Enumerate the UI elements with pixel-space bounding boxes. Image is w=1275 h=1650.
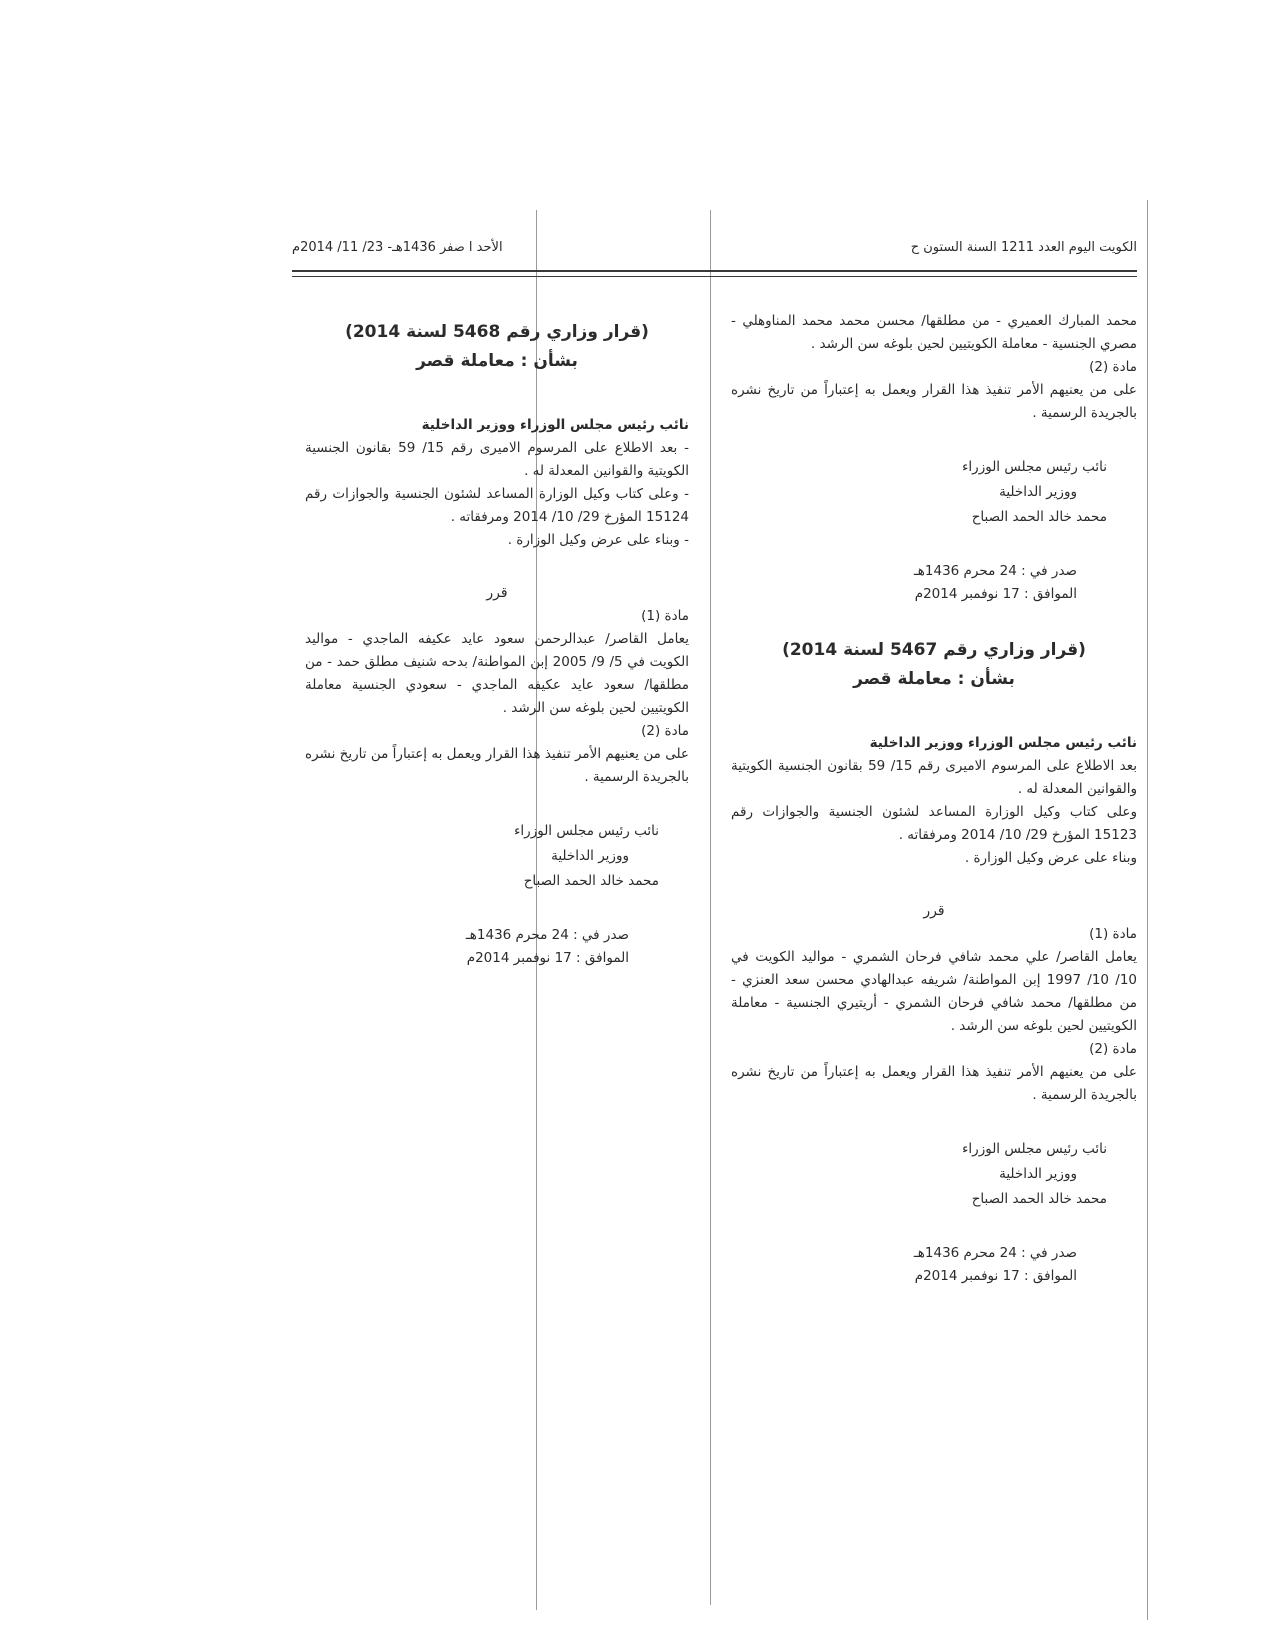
decision-5468-preamble-1: - بعد الاطلاع على المرسوم الاميرى رقم 15/ 59 بقانون الجنسية الكويتية والقوانين المعدلة له . xyxy=(305,440,690,479)
decision-5467-title: (قرار وزاري رقم 5467 لسنة 2014) xyxy=(782,640,1086,660)
issued-date: صدر في : 24 محرم 1436هـ xyxy=(913,563,1077,579)
decision-5467-preamble-3: وبناء على عرض وكيل الوزارة . xyxy=(964,850,1137,866)
decision-5467-preamble-1: بعد الاطلاع على المرسوم الاميرى رقم 15/ 59 بقانون الجنسية الكويتية والقوانين المعدلة له . xyxy=(731,758,1137,797)
decision-5467-preamble-2: وعلى كتاب وكيل الوزارة المساعد لشئون الجنسية والجوازات رقم 15123 المؤرخ 29/ 10/ 2014 ومرفقاته . xyxy=(731,804,1137,843)
signature-title: نائب رئيس مجلس الوزراء xyxy=(962,459,1107,475)
header-date: الأحد ا صفر 1436هـ- 23/ 11/ 2014م xyxy=(292,240,503,255)
decision-5467-corresponding-date: الموافق : 17 نوفمبر 2014م xyxy=(914,1268,1077,1284)
decision-5468-preamble-2: - وعلى كتاب وكيل الوزارة المساعد لشئون الجنسية والجوازات رقم 15124 المؤرخ 29/ 10/ 2014 ومرفقاته . xyxy=(305,486,689,525)
continuation-text: محمد المبارك العميري - من مطلقها/ محسن محمد محمد المناوهلي - مصري الجنسية - معاملة الكويتيين لحين بلوغه سن الرشد . xyxy=(731,313,1137,352)
column-divider xyxy=(710,210,711,1605)
decision-5468-signature-title: نائب رئيس مجلس الوزراء xyxy=(514,823,659,839)
decision-5467-issuer: نائب رئيس مجلس الوزراء ووزير الداخلية xyxy=(869,735,1137,751)
decision-5467-issued-date: صدر في : 24 محرم 1436هـ xyxy=(913,1245,1077,1261)
signature-name: محمد خالد الحمد الصباح xyxy=(971,509,1107,525)
decision-5467-decided: قرر xyxy=(923,903,945,919)
decision-5467-signature-ministry: ووزير الداخلية xyxy=(999,1166,1077,1182)
decision-5468-signature-ministry: ووزير الداخلية xyxy=(551,848,629,864)
article-2-text: على من يعنيهم الأمر تنفيذ هذا القرار ويعمل به إعتباراً من تاريخ نشره بالجريدة الرسمية . xyxy=(731,382,1137,421)
decision-5468-preamble-3: - وبناء على عرض وكيل الوزارة . xyxy=(507,532,689,548)
header-rule xyxy=(292,270,1137,272)
decision-5468-article-1-text: يعامل القاصر/ عبدالرحمن سعود عايد عكيفه الماجدي - مواليد الكويت في 5/ 9/ 2005 إبن المواطنة/ بدحه شنيف مطلق حمد - من مطلقها/ سعود عايد عكيفه الماجدي - سعودي الجنسية معاملة الكويتيين لحين بلوغه سن الرشد . xyxy=(305,631,689,716)
corresponding-date: الموافق : 17 نوفمبر 2014م xyxy=(914,586,1077,602)
page-header xyxy=(292,236,1137,262)
decision-5468-issuer: نائب رئيس مجلس الوزراء ووزير الداخلية xyxy=(421,417,689,433)
decision-5468-title: (قرار وزاري رقم 5468 لسنة 2014) xyxy=(345,322,649,342)
decision-5467-article-1-text: يعامل القاصر/ علي محمد شافي فرحان الشمري - مواليد الكويت في 10/ 10/ 1997 إبن المواطنة/ شريفه عبدالهادي محسن سعد العنزي - من مطلقها/ محمد شافي فرحان الشمري - أريتيري الجنسية - معاملة الكويتيين لحين بلوغه سن الرشد . xyxy=(731,949,1137,1034)
right-column xyxy=(731,310,1137,1288)
decision-5468-article-1-label: مادة (1) xyxy=(641,608,689,624)
header-publication: الكويت اليوم العدد 1211 السنة الستون ح xyxy=(910,240,1137,255)
decision-5467-article-2-label: مادة (2) xyxy=(1089,1041,1137,1057)
decision-5468-article-2-label: مادة (2) xyxy=(641,723,689,739)
decision-5467-subject: بشأن : معاملة قصر xyxy=(853,669,1015,689)
decision-5467-article-2-text: على من يعنيهم الأمر تنفيذ هذا القرار ويعمل به إعتباراً من تاريخ نشره بالجريدة الرسمية . xyxy=(731,1064,1137,1103)
decision-5468-issued-date: صدر في : 24 محرم 1436هـ xyxy=(465,927,629,943)
decision-5468-article-2-text: على من يعنيهم الأمر تنفيذ هذا القرار ويعمل به إعتباراً من تاريخ نشره بالجريدة الرسمية . xyxy=(305,746,689,785)
decision-5467-article-1-label: مادة (1) xyxy=(1089,926,1137,942)
article-2-label: مادة (2) xyxy=(1089,359,1137,375)
header-rule-thin xyxy=(292,276,1137,277)
left-column xyxy=(305,318,689,970)
signature-ministry: ووزير الداخلية xyxy=(999,484,1077,500)
decision-5467-signature-name: محمد خالد الحمد الصباح xyxy=(971,1191,1107,1207)
decision-5468-decided: قرر xyxy=(486,585,508,601)
decision-5468-corresponding-date: الموافق : 17 نوفمبر 2014م xyxy=(466,950,629,966)
decision-5467-signature-title: نائب رئيس مجلس الوزراء xyxy=(962,1141,1107,1157)
page-edge-line xyxy=(1147,200,1148,1620)
decision-5468-signature-name: محمد خالد الحمد الصباح xyxy=(523,873,659,889)
decision-5468-subject: بشأن : معاملة قصر xyxy=(416,351,578,371)
